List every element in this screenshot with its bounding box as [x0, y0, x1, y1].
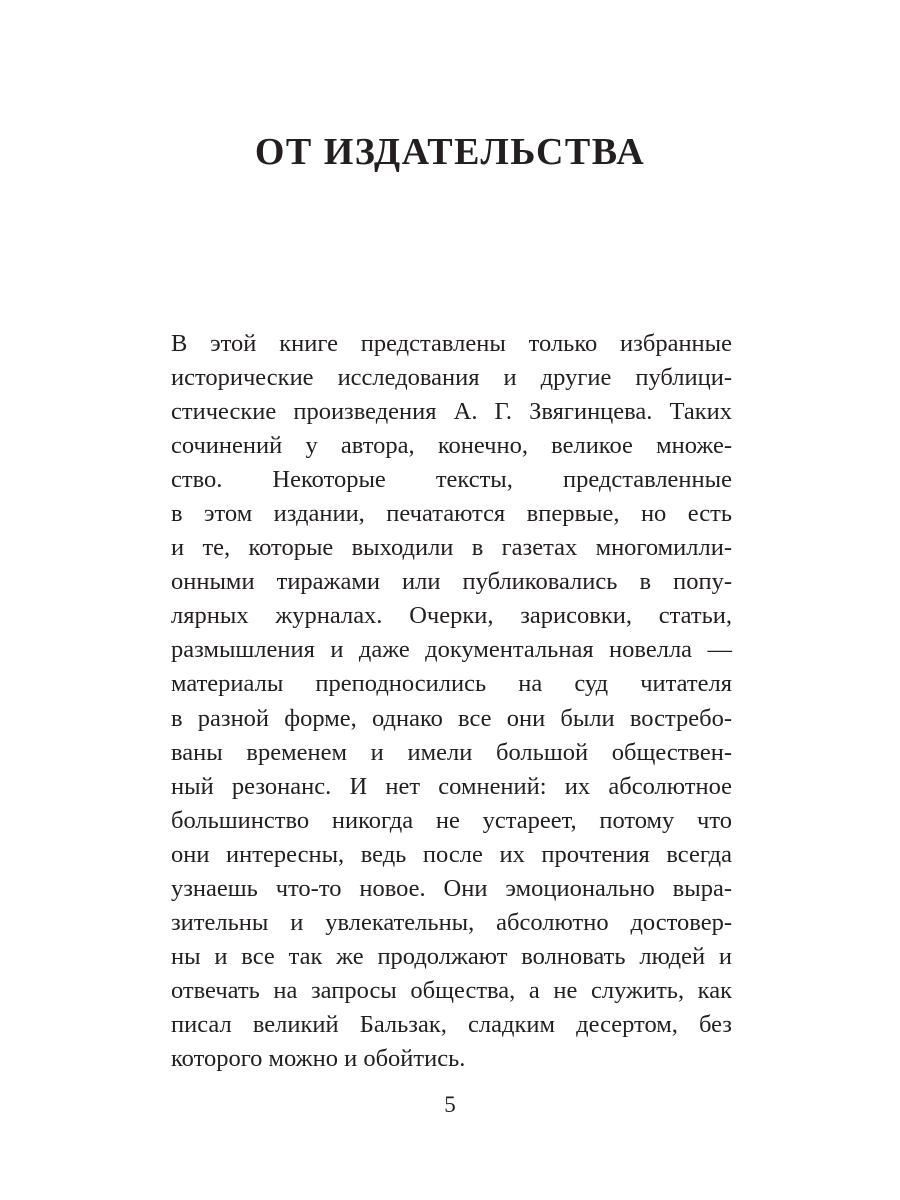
text-line-last: которого можно и обойтись.	[171, 1044, 466, 1072]
page-number: 5	[444, 1092, 456, 1117]
text-line: материалы преподносились на суд читателя	[171, 670, 732, 698]
text-line: стические произведения А. Г. Звягинцева. Таких	[171, 398, 732, 426]
text-line: лярных журналах. Очерки, зарисовки, статьи,	[171, 602, 732, 630]
text-line: они интересны, ведь после их прочтения всегда	[171, 840, 732, 868]
text-line: ный резонанс. И нет сомнений: их абсолютное	[171, 772, 732, 800]
text-line: зительны и увлекательны, абсолютно достовер-	[171, 908, 732, 936]
text-line: ство. Некоторые тексты, представленные	[171, 466, 732, 494]
text-line: ваны временем и имели большой обществен-	[171, 738, 732, 766]
text-line: писал великий Бальзак, сладким десертом, без	[171, 1010, 732, 1038]
text-line: исторические исследования и другие публици-	[171, 364, 732, 392]
text-line: большинство никогда не устареет, потому что	[171, 806, 732, 834]
text-line: В этой книге представлены только избранные	[171, 330, 732, 357]
text-line: размышления и даже документальная новелла —	[171, 636, 732, 664]
text-line: онными тиражами или публиковались в попу-	[171, 568, 732, 596]
text-line: в этом издании, печатаются впервые, но есть	[171, 500, 732, 528]
chapter-heading: ОТ ИЗДАТЕЛЬСТВА	[254, 131, 646, 173]
text-line: сочинений у автора, конечно, великое множе-	[171, 432, 732, 460]
text-line: узнаешь что-то новое. Они эмоционально выра-	[171, 874, 732, 902]
text-line: и те, которые выходили в газетах многомилли-	[171, 534, 732, 562]
text-line: отвечать на запросы общества, а не служить, как	[171, 976, 732, 1004]
text-line: в разной форме, однако все они были востребо-	[171, 704, 732, 732]
body-paragraph	[171, 327, 732, 1076]
text-line: ны и все так же продолжают волновать людей и	[171, 942, 732, 970]
